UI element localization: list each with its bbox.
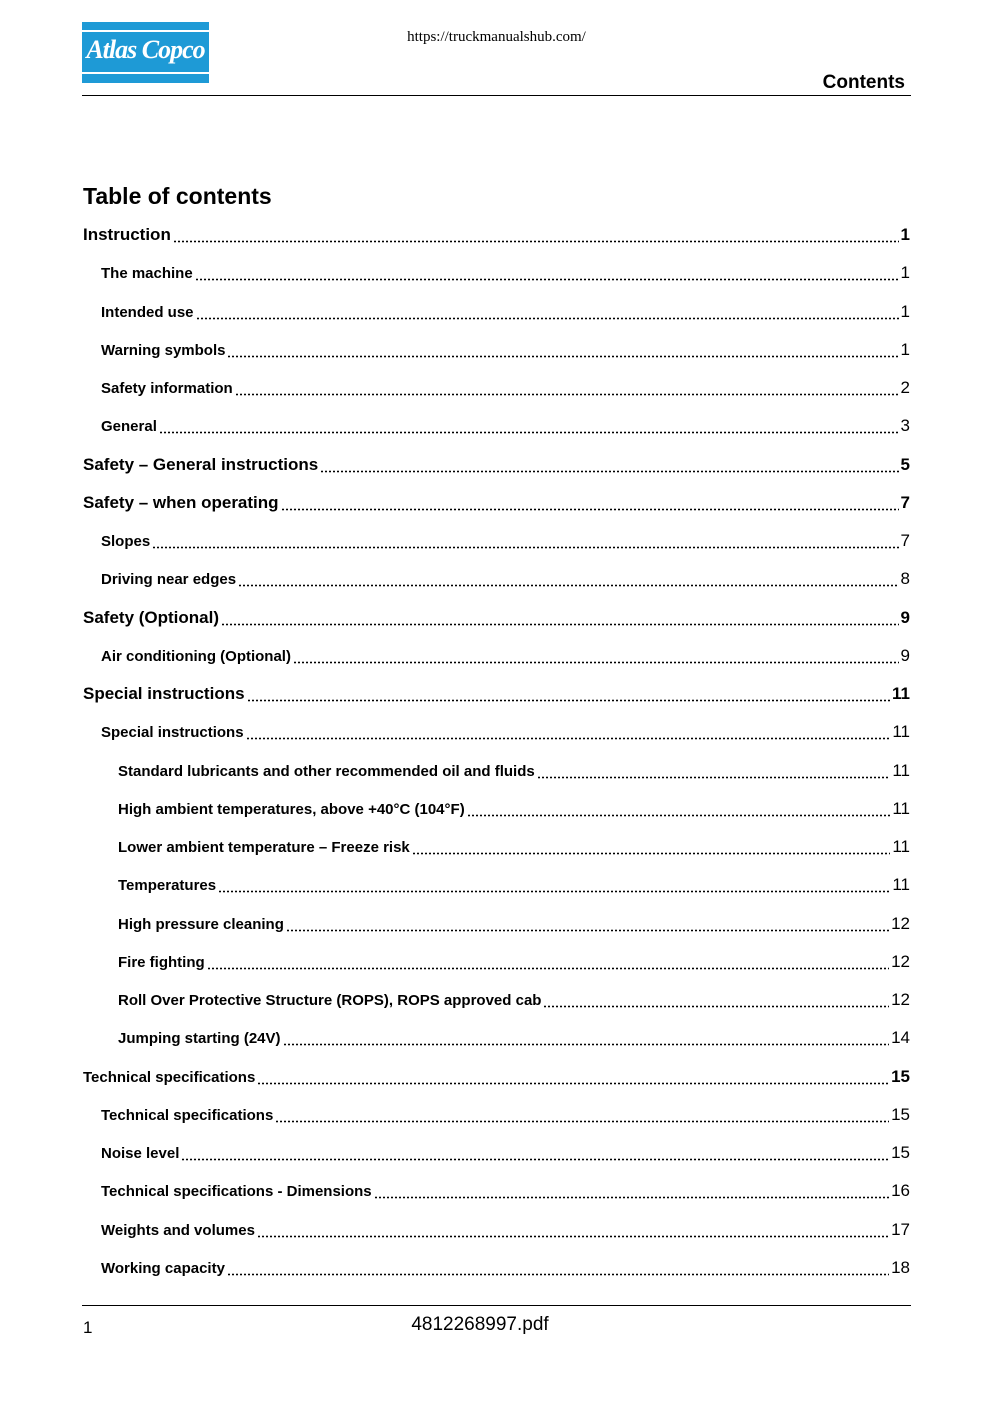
toc-entry-page: 12 [891,990,910,1009]
toc-leader-dots [218,887,890,895]
toc-entry-page: 11 [892,722,910,742]
logo-text: Atlas Copco [86,35,205,64]
toc-entry-page: 2 [900,378,910,397]
toc-entry-label: Safety information [101,380,233,397]
toc-entry-page: 1 [900,263,910,283]
toc-entry-page: 12 [891,913,910,933]
toc-entry[interactable] [83,225,910,251]
toc-leader-dots [221,620,899,628]
toc-entry[interactable] [101,646,910,672]
toc-leader-dots [196,314,899,322]
toc-leader-dots [152,543,898,551]
toc-entry[interactable] [101,722,910,748]
toc-entry[interactable] [118,761,910,787]
toc-entry-label: Fire fighting [118,953,205,971]
toc-entry-page: 14 [891,1028,910,1048]
toc-leader-dots [537,773,891,781]
toc-entry-label: Weights and volumes [101,1221,255,1239]
toc-leader-dots [207,964,889,972]
toc-entry-page: 17 [891,1219,910,1239]
toc-entry-label: Standard lubricants and other recommended oil and fluids [118,762,535,780]
toc-entry-label: Special instructions [101,724,244,742]
toc-leader-dots [320,467,898,475]
toc-entry-label: Safety (Optional) [83,607,220,627]
footer-filename: 4812268997.pdf [411,1314,549,1335]
toc-entry-page: 9 [900,645,910,665]
toc-entry-label: Roll Over Protective Structure (ROPS), ROPS approved cab [118,992,542,1009]
toc-entry-page: 5 [900,454,910,474]
toc-entry[interactable] [118,837,910,863]
toc-title: Table of contents [83,183,272,209]
toc-leader-dots [227,352,898,360]
toc-entry[interactable] [101,302,910,328]
toc-entry[interactable] [83,493,910,519]
toc-entry[interactable] [101,1220,910,1246]
toc-entry[interactable] [83,684,910,710]
toc-entry[interactable] [118,990,910,1016]
toc-entry-page: 11 [892,837,910,856]
toc-entry-page: 7 [900,531,910,550]
toc-entry-label: Safety – when operating [83,492,279,512]
toc-entry-page: 11 [892,684,910,703]
toc-entry[interactable] [118,1028,910,1054]
toc-entry-page: 15 [891,1066,910,1086]
toc-entry-page: 12 [891,951,910,971]
toc-entry-label: Noise level [101,1145,180,1162]
toc-entry[interactable] [101,1143,910,1169]
toc-entry-page: 11 [892,798,910,818]
source-url: https://truckmanualshub.com/ [407,29,586,45]
toc-entry-label: Jumping starting (24V) [118,1030,281,1048]
toc-leader-dots [235,390,899,398]
toc-entry-label: Lower ambient temperature – Freeze risk [118,839,410,856]
toc-entry-label: Technical specifications [101,1106,274,1124]
toc-entry-page: 15 [891,1143,910,1162]
toc-leader-dots [238,581,898,589]
toc-entry[interactable] [118,875,910,901]
toc-entry-page: 8 [900,569,910,589]
toc-entry-label: Instruction [83,225,171,244]
toc-entry-label: Intended use [101,303,194,321]
toc-entry-page: 9 [900,607,910,627]
toc-leader-dots [275,1117,889,1125]
toc-entry[interactable] [118,952,910,978]
toc-leader-dots [227,1270,889,1278]
toc-entry-page: 7 [900,492,910,512]
toc-entry[interactable] [101,340,910,366]
toc-leader-dots [257,1079,889,1087]
toc-leader-dots [412,849,891,857]
toc-entry[interactable] [101,531,910,557]
toc-entry[interactable] [101,1258,910,1284]
toc-entry[interactable] [118,799,910,825]
toc-leader-dots [247,696,890,704]
toc-entry[interactable] [101,1105,910,1131]
toc-entry-label: Temperatures [118,877,217,895]
toc-entry[interactable] [101,263,910,289]
header-section-title: Contents [822,72,905,93]
toc-entry-page: 18 [891,1257,910,1277]
toc-leader-dots [293,658,899,666]
toc-entry-page: 1 [900,225,910,244]
toc-entry-page: 15 [891,1104,910,1124]
toc-leader-dots [374,1193,889,1201]
toc-entry-label: Technical specifications - Dimensions [101,1183,372,1201]
toc-leader-dots [173,237,899,245]
toc-entry[interactable] [83,608,910,634]
toc-leader-dots [257,1232,889,1240]
toc-leader-dots [195,275,899,283]
toc-leader-dots [283,1040,890,1048]
footer-page-number: 1 [83,1318,93,1337]
toc-leader-dots [286,926,889,934]
toc-entry-label: Special instructions [83,684,245,703]
toc-entry[interactable] [101,378,910,404]
toc-entry-label: Driving near edges [101,571,237,589]
toc-entry-label: Air conditioning (Optional) [101,647,291,665]
footer-divider [82,1305,911,1306]
toc-leader-dots [246,734,891,742]
toc-entry[interactable] [83,455,910,481]
toc-entry-label: High pressure cleaning [118,915,284,933]
toc-entry-page: 1 [900,339,910,359]
toc-leader-dots [467,811,891,819]
toc-entry-label: General [101,418,157,436]
toc-entry[interactable] [101,416,910,442]
toc-entry-page: 11 [892,760,910,780]
toc-entry-label: High ambient temperatures, above +40°C (104°F) [118,800,465,818]
toc-entry-label: Slopes [101,533,151,550]
toc-leader-dots [281,505,899,513]
toc-entry-label: The machine [101,265,193,283]
toc-leader-dots [181,1155,889,1163]
toc-leader-dots [543,1002,889,1010]
toc-entry[interactable] [83,1067,910,1093]
toc-entry-page: 1 [900,301,910,321]
toc-leader-dots [159,428,899,436]
toc-entry-label: Safety – General instructions [83,454,319,474]
toc-entry[interactable] [101,1181,910,1207]
toc-entry-label: Warning symbols [101,341,226,359]
header-divider [82,95,911,96]
toc-entry-page: 16 [891,1181,910,1201]
toc-entry-label: Technical specifications [83,1068,256,1086]
toc-entry[interactable] [101,569,910,595]
toc-entry-page: 3 [900,416,910,436]
toc-entry-label: Working capacity [101,1259,225,1277]
toc-entry-page: 11 [892,875,910,895]
toc-entry[interactable] [118,914,910,940]
